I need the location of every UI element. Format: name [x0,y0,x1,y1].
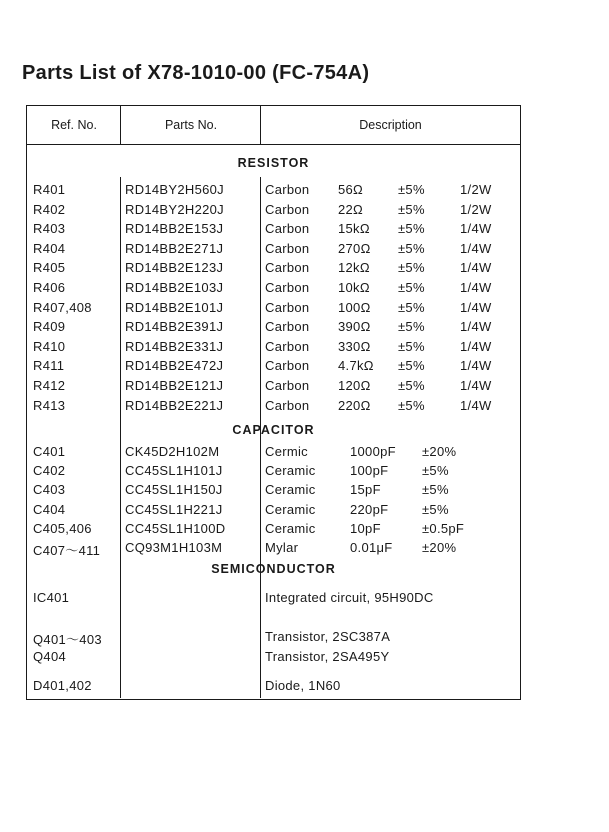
header-description: Description [359,118,422,132]
capacitor-ref: C404 [33,501,66,517]
capacitor-tolerance: ±20% [422,444,457,459]
resistor-tolerance: ±5% [398,182,425,197]
resistor-power: 1/4W [460,338,492,354]
capacitor-tolerance: ±20% [422,540,457,555]
semiconductor-description: Transistor, 2SC387A [265,629,391,644]
resistor-ref: R413 [33,397,66,413]
capacitor-ref: C403 [33,482,66,498]
capacitor-part-no: CC45SL1H101J [125,463,223,479]
resistor-part-no: RD14BY2H220J [125,201,224,217]
resistor-power: 1/4W [460,240,492,256]
column-divider-header-1 [120,106,121,145]
capacitor-part-no: CC45SL1H221J [125,501,223,517]
capacitor-type: Ceramic [265,520,316,536]
column-divider-header-2 [260,106,261,145]
semiconductor-ref: D401,402 [33,678,92,693]
resistor-ref: R403 [33,221,66,237]
capacitor-part-no: CK45D2H102M [125,444,220,459]
resistor-tolerance: ±5% [398,358,425,374]
resistor-ref: R402 [33,201,66,217]
resistor-type: Carbon [265,201,310,217]
resistor-part-no: RD14BB2E153J [125,221,224,237]
resistor-type: Carbon [265,182,310,197]
resistor-tolerance: ±5% [398,378,425,393]
semiconductor-description: Diode, 1N60 [265,678,341,693]
resistor-tolerance: ±5% [398,221,425,237]
resistor-power: 1/4W [460,358,492,374]
column-divider-2 [260,177,261,698]
section-capacitor: CAPACITOR [232,423,315,437]
resistor-tolerance: ±5% [398,397,425,413]
resistor-tolerance: ±5% [398,319,425,335]
resistor-part-no: RD14BB2E221J [125,397,224,413]
resistor-ref: R410 [33,338,66,354]
resistor-tolerance: ±5% [398,338,425,354]
resistor-part-no: RD14BB2E331J [125,338,224,354]
resistor-type: Carbon [265,397,310,413]
capacitor-part-no: CC45SL1H150J [125,482,223,498]
resistor-power: 1/4W [460,378,492,393]
resistor-power: 1/2W [460,201,492,217]
resistor-value: 56Ω [338,182,364,197]
resistor-type: Carbon [265,338,310,354]
resistor-ref: R409 [33,319,66,335]
capacitor-ref: C402 [33,463,66,479]
resistor-part-no: RD14BB2E123J [125,260,224,276]
resistor-power: 1/2W [460,182,492,197]
capacitor-part-no: CQ93M1H103M [125,540,223,555]
resistor-value: 22Ω [338,201,364,217]
capacitor-value: 10pF [350,520,381,536]
resistor-type: Carbon [265,260,310,276]
resistor-value: 15kΩ [338,221,370,237]
resistor-part-no: RD14BB2E391J [125,319,224,335]
header-divider [27,144,520,145]
resistor-type: Carbon [265,240,310,256]
resistor-value: 120Ω [338,378,371,393]
resistor-value: 330Ω [338,338,371,354]
resistor-value: 270Ω [338,240,371,256]
resistor-power: 1/4W [460,260,492,276]
resistor-tolerance: ±5% [398,280,425,295]
parts-table [26,105,521,700]
capacitor-value: 100pF [350,463,389,479]
capacitor-part-no: CC45SL1H100D [125,520,226,536]
section-resistor: RESISTOR [237,156,310,170]
resistor-part-no: RD14BB2E472J [125,358,224,374]
capacitor-tolerance: ±0.5pF [422,520,465,536]
semiconductor-ref: IC401 [33,590,70,605]
header-ref-no: Ref. No. [51,118,97,132]
resistor-ref: R405 [33,260,66,276]
resistor-ref: R407,408 [33,299,92,315]
resistor-type: Carbon [265,358,310,374]
capacitor-type: Ceramic [265,501,316,517]
resistor-tolerance: ±5% [398,201,425,217]
capacitor-ref: C407～411 [33,543,101,558]
resistor-part-no: RD14BB2E103J [125,280,224,295]
section-semiconductor: SEMICONDUCTOR [211,562,336,576]
resistor-ref: R412 [33,378,66,393]
resistor-value: 4.7kΩ [338,358,374,374]
resistor-ref: R401 [33,182,66,197]
resistor-value: 10kΩ [338,280,370,295]
resistor-part-no: RD14BY2H560J [125,182,224,197]
page-title: Parts List of X78-1010-00 (FC-754A) [22,62,370,84]
resistor-value: 390Ω [338,319,371,335]
capacitor-ref: C401 [33,444,66,459]
resistor-tolerance: ±5% [398,240,425,256]
resistor-value: 220Ω [338,397,371,413]
capacitor-tolerance: ±5% [422,482,449,498]
resistor-part-no: RD14BB2E101J [125,299,224,315]
capacitor-tolerance: ±5% [422,501,449,517]
resistor-power: 1/4W [460,221,492,237]
capacitor-tolerance: ±5% [422,463,449,479]
resistor-part-no: RD14BB2E271J [125,240,224,256]
resistor-part-no: RD14BB2E121J [125,378,224,393]
resistor-value: 100Ω [338,299,371,315]
resistor-power: 1/4W [460,319,492,335]
capacitor-type: Mylar [265,540,299,555]
resistor-type: Carbon [265,378,310,393]
capacitor-type: Ceramic [265,482,316,498]
resistor-type: Carbon [265,280,310,295]
resistor-power: 1/4W [460,299,492,315]
semiconductor-description: Integrated circuit, 95H90DC [265,590,434,605]
resistor-tolerance: ±5% [398,299,425,315]
resistor-power: 1/4W [460,397,492,413]
resistor-value: 12kΩ [338,260,370,276]
capacitor-type: Cermic [265,444,308,459]
capacitor-type: Ceramic [265,463,316,479]
column-divider-1 [120,177,121,698]
resistor-type: Carbon [265,299,310,315]
resistor-type: Carbon [265,221,310,237]
capacitor-value: 220pF [350,501,389,517]
resistor-type: Carbon [265,319,310,335]
resistor-ref: R404 [33,240,66,256]
header-parts-no: Parts No. [164,118,218,132]
semiconductor-description: Transistor, 2SA495Y [265,649,390,664]
capacitor-ref: C405,406 [33,520,92,536]
resistor-tolerance: ±5% [398,260,425,276]
semiconductor-ref: Q404 [33,649,67,664]
capacitor-value: 15pF [350,482,381,498]
semiconductor-ref: Q401～403 [33,632,102,647]
resistor-power: 1/4W [460,280,492,295]
capacitor-value: 1000pF [350,444,396,459]
resistor-ref: R406 [33,280,66,295]
capacitor-value: 0.01μF [350,540,393,555]
resistor-ref: R411 [33,358,65,374]
